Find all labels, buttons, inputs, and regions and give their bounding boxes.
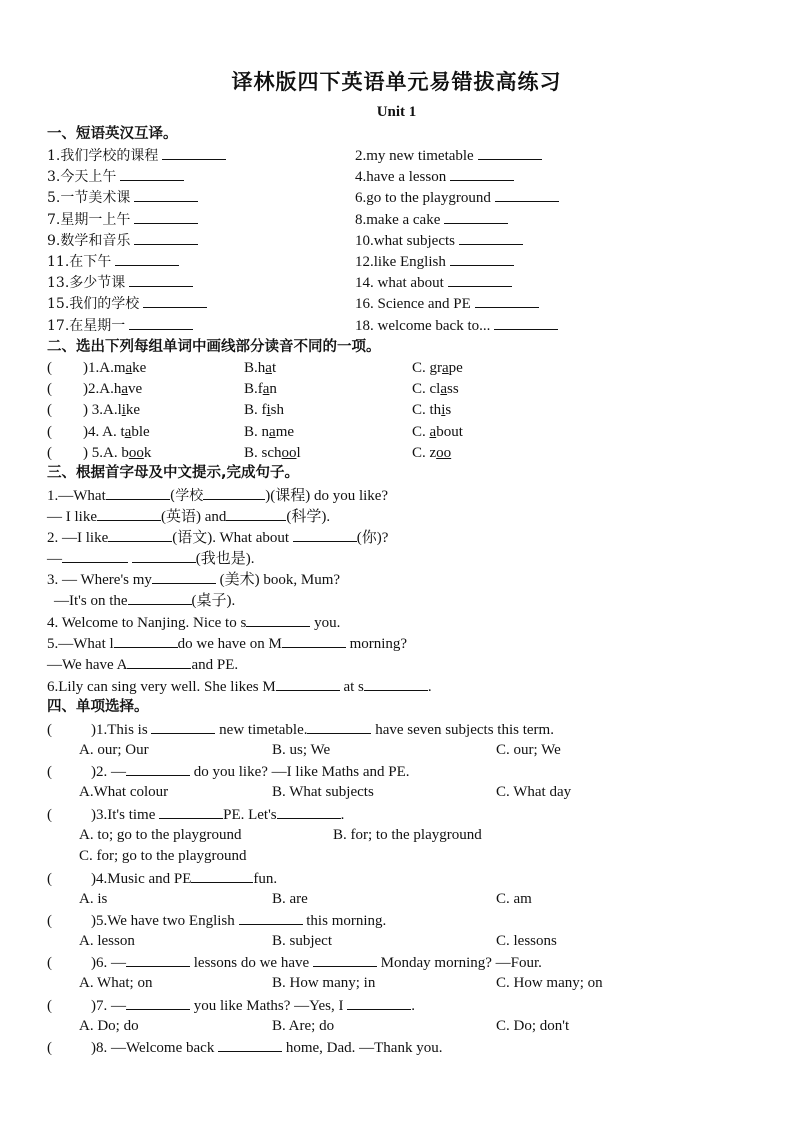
phrase-item: [47, 272, 193, 293]
answer-paren[interactable]: (: [47, 722, 52, 738]
answer-paren[interactable]: (: [47, 360, 52, 376]
word-part: C. cl: [412, 381, 441, 397]
mc-question-1: [47, 719, 554, 740]
answer-paren[interactable]: (: [47, 764, 52, 780]
fill-question-4: [47, 612, 340, 633]
phrase-item: [355, 187, 559, 208]
underlined-letters: oo: [128, 445, 144, 461]
text: —We have A: [47, 657, 128, 673]
answer-blank[interactable]: [115, 251, 179, 266]
fill-question-3-reply: [54, 590, 235, 611]
answer-blank[interactable]: [239, 910, 303, 925]
word-part: B. n: [244, 424, 270, 440]
question-number: ) 3.: [83, 402, 103, 418]
answer-blank[interactable]: [132, 548, 196, 563]
text: )8. —Welcome back: [91, 1040, 219, 1056]
answer-paren[interactable]: (: [47, 807, 52, 823]
phrase-text: 9.数学和音乐: [47, 233, 131, 249]
word-part: bout: [436, 424, 463, 440]
fill-question-1-reply: [47, 506, 330, 527]
question-number: ) 5.: [83, 445, 103, 461]
phrase-item: [355, 272, 512, 293]
word-part: ble: [131, 424, 150, 440]
text: 3. — Where's my: [47, 572, 152, 588]
text: (语文). What about: [172, 530, 293, 546]
mc-1-option-c[interactable]: C. our; We: [496, 742, 561, 758]
word-part: t: [271, 360, 277, 376]
text: (科学).: [286, 509, 331, 525]
text: this morning.: [302, 913, 387, 929]
underlined-letters: oo: [436, 445, 452, 461]
mc-7-option-a[interactable]: A. Do; do: [79, 1018, 139, 1034]
answer-blank[interactable]: [126, 995, 190, 1010]
word-part: n: [269, 381, 277, 397]
phrase-text: 2.my new timetable: [355, 148, 474, 164]
phrase-text: 6.go to the playground: [355, 190, 491, 206]
word-part: pe: [448, 360, 463, 376]
phrase-text: 15.我们的学校: [47, 296, 140, 312]
phonics-option-c[interactable]: [412, 443, 451, 464]
phonics-option-c[interactable]: [412, 379, 459, 400]
word-part: l: [296, 445, 301, 461]
mc-question-3: [47, 804, 344, 825]
answer-blank[interactable]: [120, 166, 184, 181]
phrase-item: [47, 209, 198, 230]
fill-question-3: [47, 569, 340, 590]
underlined-letters: a: [269, 424, 276, 440]
text: do you like? —I like Maths and PE.: [190, 764, 410, 780]
text: )(课程) do you like?: [265, 488, 389, 504]
underlined-letters: i: [266, 402, 271, 418]
answer-blank[interactable]: [126, 761, 190, 776]
underlined-letters: a: [429, 424, 437, 440]
question-number: )2.: [83, 381, 100, 397]
text: PE. Let's: [223, 807, 277, 823]
word-part: C. z: [412, 445, 437, 461]
phrase-item: [355, 145, 542, 166]
mc-6-option-c[interactable]: C. How many; on: [496, 975, 603, 991]
mc-4-option-c[interactable]: C. am: [496, 891, 532, 907]
text: home, Dad. —Thank you.: [282, 1040, 443, 1056]
answer-blank[interactable]: [444, 209, 508, 224]
phrase-item: [355, 209, 508, 230]
answer-blank[interactable]: [159, 804, 223, 819]
answer-blank[interactable]: [313, 952, 377, 967]
phonics-question: [47, 379, 142, 400]
answer-blank[interactable]: [114, 633, 178, 648]
answer-blank[interactable]: [151, 719, 215, 734]
answer-paren[interactable]: (: [47, 871, 52, 887]
answer-blank[interactable]: [276, 676, 340, 691]
text: new timetable.: [215, 722, 308, 738]
text: (桌子).: [191, 593, 236, 609]
answer-blank[interactable]: [226, 506, 286, 521]
phrase-item: [355, 230, 523, 251]
answer-blank[interactable]: [495, 187, 559, 202]
mc-1-option-a[interactable]: A. our; Our: [79, 742, 149, 758]
answer-blank[interactable]: [97, 506, 161, 521]
phrase-item: [47, 315, 193, 336]
answer-blank[interactable]: [307, 719, 371, 734]
answer-blank[interactable]: [450, 251, 514, 266]
text: Monday morning? —Four.: [376, 955, 542, 971]
answer-blank[interactable]: [459, 230, 523, 245]
phrase-item: [355, 315, 558, 336]
word-part: A. b: [103, 445, 129, 461]
word-part: sh: [270, 402, 285, 418]
word-part: B. sch: [244, 445, 282, 461]
phonics-question: [47, 443, 151, 464]
text: 1.—What: [47, 488, 106, 504]
underlined-letters: a: [442, 360, 449, 376]
answer-blank[interactable]: [143, 293, 207, 308]
word-part: B. f: [244, 402, 267, 418]
word-part: me: [275, 424, 295, 440]
phrase-text: 13.多少节课: [47, 275, 126, 291]
word-part: s: [445, 402, 452, 418]
text: do we have on M: [177, 636, 282, 652]
phrase-text: 7.星期一上午: [47, 212, 131, 228]
text: (我也是).: [195, 551, 255, 567]
phrase-text: 11.在下午: [47, 254, 112, 270]
mc-4-option-b[interactable]: B. are: [272, 891, 308, 907]
text: (英语) and: [161, 509, 227, 525]
underlined-letters: i: [121, 402, 126, 418]
answer-blank[interactable]: [128, 590, 192, 605]
fill-question-1: [47, 485, 388, 506]
text: at s: [339, 679, 364, 695]
word-part: B.h: [244, 360, 266, 376]
phrase-item: [47, 145, 226, 166]
mc-2-option-a[interactable]: A.What colour: [79, 784, 169, 800]
answer-blank[interactable]: [62, 548, 128, 563]
fill-question-6: [47, 676, 432, 697]
fill-question-5: [47, 633, 407, 654]
answer-blank[interactable]: [134, 187, 198, 202]
phrase-text: 14. what about: [355, 275, 444, 291]
mc-5-option-b[interactable]: B. subject: [272, 933, 332, 949]
text: morning?: [345, 636, 408, 652]
mc-question-8: [47, 1037, 442, 1058]
word-part: A.h: [99, 381, 122, 397]
phrase-text: 17.在星期一: [47, 318, 126, 334]
phonics-option-b[interactable]: [244, 400, 284, 421]
word-part: A. t: [102, 424, 125, 440]
underlined-letters: i: [441, 402, 446, 418]
word-part: ve: [128, 381, 143, 397]
phonics-option-c[interactable]: [412, 400, 451, 421]
text: )5.We have two English: [91, 913, 239, 929]
word-part: B.f: [244, 381, 263, 397]
phrase-item: [47, 166, 184, 187]
mc-6-option-a[interactable]: A. What; on: [79, 975, 153, 991]
phonics-option-c[interactable]: [412, 422, 463, 443]
text: )7. —: [91, 998, 126, 1014]
word-part: A.m: [99, 360, 126, 376]
answer-blank[interactable]: [129, 272, 193, 287]
phrase-item: [47, 251, 179, 272]
mc-question-5: [47, 910, 386, 931]
answer-blank[interactable]: [162, 145, 226, 160]
phrase-text: 12.like English: [355, 254, 446, 270]
phrase-item: [47, 293, 207, 314]
text: lessons do we have: [190, 955, 313, 971]
mc-question-4: [47, 868, 277, 889]
underlined-letters: a: [440, 381, 448, 397]
answer-blank[interactable]: [293, 527, 357, 542]
text: )2. —: [91, 764, 126, 780]
word-part: C.: [412, 424, 430, 440]
answer-paren[interactable]: (: [47, 913, 52, 929]
word-part: C. gr: [412, 360, 442, 376]
fill-question-2: [47, 527, 388, 548]
phrase-text: 10.what subjects: [355, 233, 455, 249]
underlined-letters: oo: [281, 445, 297, 461]
mc-7-option-b[interactable]: B. Are; do: [272, 1018, 335, 1034]
mc-5-option-c[interactable]: C. lessons: [496, 933, 557, 949]
mc-3-option-b[interactable]: B. for; to the playground: [333, 827, 482, 843]
mc-6-option-b[interactable]: B. How many; in: [272, 975, 376, 991]
phonics-question: [47, 400, 140, 421]
text: you like Maths? —Yes, I: [190, 998, 348, 1014]
phonics-option-b[interactable]: [244, 358, 276, 379]
text: 5.—What l: [47, 636, 114, 652]
section-2-heading: 二、选出下列每组单词中画线部分读音不同的一项。: [47, 339, 381, 355]
text: —It's on the: [54, 593, 128, 609]
answer-blank[interactable]: [218, 1037, 282, 1052]
answer-blank[interactable]: [126, 952, 190, 967]
underlined-letters: a: [125, 360, 133, 376]
text: (你)?: [356, 530, 389, 546]
word-part: C. th: [412, 402, 442, 418]
text: 6.Lily can sing very well. She likes M: [47, 679, 276, 695]
answer-blank[interactable]: [152, 569, 216, 584]
answer-blank[interactable]: [246, 612, 310, 627]
answer-blank[interactable]: [129, 315, 193, 330]
answer-blank[interactable]: [127, 654, 191, 669]
text: .: [340, 807, 345, 823]
answer-blank[interactable]: [478, 145, 542, 160]
answer-blank[interactable]: [364, 676, 428, 691]
text: and PE.: [191, 657, 239, 673]
mc-question-2: [47, 761, 410, 782]
unit-label: Unit 1: [376, 104, 417, 120]
word-part: A.l: [103, 402, 122, 418]
phrase-text: 3.今天上午: [47, 169, 117, 185]
question-number: )1.: [83, 360, 100, 376]
mc-2-option-b[interactable]: B. What subjects: [272, 784, 374, 800]
mc-3-option-c[interactable]: C. for; go to the playground: [79, 848, 247, 864]
answer-blank[interactable]: [203, 485, 265, 500]
mc-5-option-a[interactable]: A. lesson: [79, 933, 135, 949]
answer-paren[interactable]: (: [47, 955, 52, 971]
fill-question-2-reply: [47, 548, 255, 569]
mc-4-option-a[interactable]: A. is: [79, 891, 108, 907]
phonics-option-c[interactable]: [412, 358, 463, 379]
text: 4. Welcome to Nanjing. Nice to s: [47, 615, 247, 631]
text: you.: [310, 615, 341, 631]
section-4-heading: 四、单项选择。: [47, 699, 149, 715]
text: (美术) book, Mum?: [215, 572, 341, 588]
word-part: ke: [132, 360, 147, 376]
phrase-text: 18. welcome back to...: [355, 318, 491, 334]
phrase-text: 16. Science and PE: [355, 296, 471, 312]
mc-question-7: [47, 995, 415, 1016]
answer-blank[interactable]: [277, 804, 341, 819]
phrase-item: [47, 187, 198, 208]
fill-question-5-reply: [47, 654, 238, 675]
answer-paren[interactable]: (: [47, 445, 52, 461]
answer-blank[interactable]: [108, 527, 172, 542]
mc-2-option-c[interactable]: C. What day: [496, 784, 572, 800]
text: )1.This is: [91, 722, 152, 738]
phrase-item: [355, 166, 514, 187]
answer-paren[interactable]: (: [47, 381, 52, 397]
mc-3-option-a[interactable]: A. to; go to the playground: [79, 827, 242, 843]
answer-blank[interactable]: [134, 209, 198, 224]
phonics-question: [47, 422, 150, 443]
answer-blank[interactable]: [134, 230, 198, 245]
answer-blank[interactable]: [494, 315, 558, 330]
text: have seven subjects this term.: [371, 722, 554, 738]
answer-blank[interactable]: [106, 485, 170, 500]
mc-question-6: [47, 952, 542, 973]
answer-blank[interactable]: [282, 633, 346, 648]
phrase-item: [355, 293, 539, 314]
word-part: k: [143, 445, 152, 461]
answer-paren[interactable]: (: [47, 402, 52, 418]
section-3-heading: 三、根据首字母及中文提示,完成句子。: [47, 465, 300, 481]
answer-blank[interactable]: [448, 272, 512, 287]
mc-1-option-b[interactable]: B. us; We: [272, 742, 331, 758]
answer-paren[interactable]: (: [47, 1040, 52, 1056]
word-part: ke: [125, 402, 141, 418]
answer-paren[interactable]: (: [47, 424, 52, 440]
answer-blank[interactable]: [191, 868, 253, 883]
phonics-option-b[interactable]: [244, 443, 301, 464]
phrase-text: 4.have a lesson: [355, 169, 447, 185]
text: 2. —I like: [47, 530, 109, 546]
text: )3.It's time: [91, 807, 160, 823]
question-number: )4.: [83, 424, 103, 440]
text: .: [411, 998, 415, 1014]
text: — I like: [47, 509, 97, 525]
phrase-text: 1.我们学校的课程: [47, 148, 159, 164]
answer-paren[interactable]: (: [47, 998, 52, 1014]
phonics-question: [47, 358, 146, 379]
phrase-item: [355, 251, 514, 272]
mc-7-option-c[interactable]: C. Do; don't: [496, 1018, 570, 1034]
page-title: 译林版四下英语单元易错拔高练习: [231, 69, 562, 94]
underlined-letters: a: [262, 381, 270, 397]
phonics-option-b[interactable]: [244, 422, 294, 443]
answer-blank[interactable]: [450, 166, 514, 181]
underlined-letters: a: [265, 360, 272, 376]
phrase-text: 8.make a cake: [355, 212, 441, 228]
underlined-letters: a: [124, 424, 132, 440]
word-part: ss: [447, 381, 459, 397]
text: (学校: [169, 488, 204, 504]
underlined-letters: a: [121, 381, 129, 397]
text: )4.Music and PE: [91, 871, 192, 887]
phonics-option-b[interactable]: [244, 379, 277, 400]
text: fun.: [253, 871, 278, 887]
answer-blank[interactable]: [347, 995, 411, 1010]
answer-blank[interactable]: [475, 293, 539, 308]
phrase-text: 5.一节美术课: [47, 190, 131, 206]
text: —: [47, 551, 62, 567]
text: )6. —: [91, 955, 126, 971]
text: .: [427, 679, 432, 695]
phrase-item: [47, 230, 198, 251]
section-1-heading: 一、短语英汉互译。: [47, 126, 178, 142]
